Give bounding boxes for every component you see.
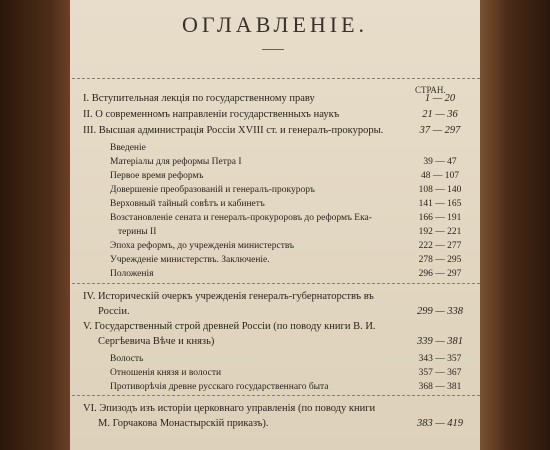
toc-entry-text: IV. Историческій очеркъ учрежденія генералъ-губернаторствъ въ (83, 291, 374, 302)
toc-entry-text: Противорѣчія древне русскаго государственнаго быта (110, 382, 329, 392)
divider (72, 283, 480, 285)
toc-entry-pages: 299 — 338 (416, 306, 464, 317)
toc-entry-pages: 339 — 381 (416, 336, 464, 347)
divider (72, 78, 480, 80)
toc-entry-text: Верховный тайный совѣтъ и кабинетъ (110, 199, 265, 209)
toc-entry (70, 335, 480, 349)
toc-subentry (70, 155, 480, 169)
toc-entry-pages: 222 — 277 (418, 241, 462, 251)
toc-subentry (70, 169, 480, 183)
toc-entry-pages: 192 — 221 (418, 227, 462, 237)
toc-subentry (70, 183, 480, 197)
toc-entry-pages: 141 — 165 (418, 199, 462, 209)
toc-entry-pages: 296 — 297 (418, 269, 462, 279)
toc-entry-pages: 21 — 36 (422, 109, 458, 120)
toc-entry-text: I. Вступительная лекція по государственному праву (83, 93, 315, 104)
book-page (70, 0, 480, 450)
background-right (480, 0, 550, 450)
toc-entry-text: Довершеніе преобразованій и генералъ-прокуроръ (110, 185, 315, 195)
toc-entry-pages: 1 — 20 (424, 93, 456, 104)
toc-entry-pages: 39 — 47 (423, 157, 457, 167)
toc-entry-text: V. Государственный строй древней Россіи (по поводу книги В. И. (83, 321, 376, 332)
pages-column-header: СТРАН. (415, 85, 446, 95)
toc-subentry (70, 352, 480, 366)
toc-entry (70, 92, 480, 106)
toc-entry (70, 305, 480, 319)
toc-entry-text: Сергѣевича Вѣче и князь) (98, 336, 215, 347)
toc-entry-text: Учрежденіе министерствъ. Заключеніе. (110, 255, 270, 265)
toc-entry-pages: 383 — 419 (416, 418, 464, 429)
toc-subentry (70, 197, 480, 211)
toc-subentry (70, 239, 480, 253)
toc-entry-text: Введеніе (110, 143, 146, 153)
toc-entry-text: Первое время реформъ (110, 171, 204, 181)
toc-entry-text: Положенія (110, 269, 154, 279)
toc-entry-text: VI. Эпизодъ изъ исторіи церковнаго управленія (по поводу книги (83, 403, 376, 414)
toc-entry-text: Отношенія князя и волости (110, 368, 222, 378)
toc-entry-text: III. Высшая администрація Россіи XVIII ст. и генералъ-прокуроры. (83, 125, 384, 136)
toc-entry (70, 124, 480, 138)
toc-entry-pages: 108 — 140 (418, 185, 462, 195)
background-left (0, 0, 70, 450)
toc-entry (70, 402, 480, 416)
toc-subentry (70, 141, 480, 155)
toc-entry-pages: 166 — 191 (418, 213, 462, 223)
toc-entry (70, 417, 480, 431)
toc-entry (70, 290, 480, 304)
toc-entry-pages: 357 — 367 (418, 368, 462, 378)
toc-subentry (70, 211, 480, 225)
toc-entry-text: II. О современномъ направленіи государственныхъ наукъ (83, 109, 340, 120)
toc-entry-pages: 37 — 297 (419, 125, 461, 136)
toc-subentry (70, 225, 480, 239)
toc-entry-text: М. Горчакова Монастырскій приказъ). (98, 418, 269, 429)
page-title: ОГЛАВЛЕНІЕ. (181, 12, 369, 37)
divider (72, 395, 480, 397)
toc-entry-pages: 48 — 107 (421, 171, 459, 181)
toc-entry-text: Волость (110, 354, 144, 364)
toc-subentry (70, 380, 480, 394)
toc-entry-pages: 368 — 381 (418, 382, 462, 392)
toc-entry (70, 320, 480, 334)
toc-entry-text: Матеріалы для реформы Петра I (110, 157, 242, 167)
toc-subentry (70, 267, 480, 281)
toc-subentry (70, 366, 480, 380)
toc-entry-pages: 343 — 357 (418, 354, 462, 364)
title-ornament (262, 49, 284, 50)
toc-entry (70, 108, 480, 122)
toc-entry-text: Эпоха реформъ, до учрежденія министерствъ (110, 241, 295, 251)
toc-entry-text: Возстановленіе сената и генералъ-прокуроровъ до реформъ Ека- (110, 213, 372, 223)
toc-subentry (70, 253, 480, 267)
toc-entry-text: терины II (118, 227, 157, 237)
toc-entry-pages: 278 — 295 (418, 255, 462, 265)
toc-entry-text: Россіи. (98, 306, 130, 317)
